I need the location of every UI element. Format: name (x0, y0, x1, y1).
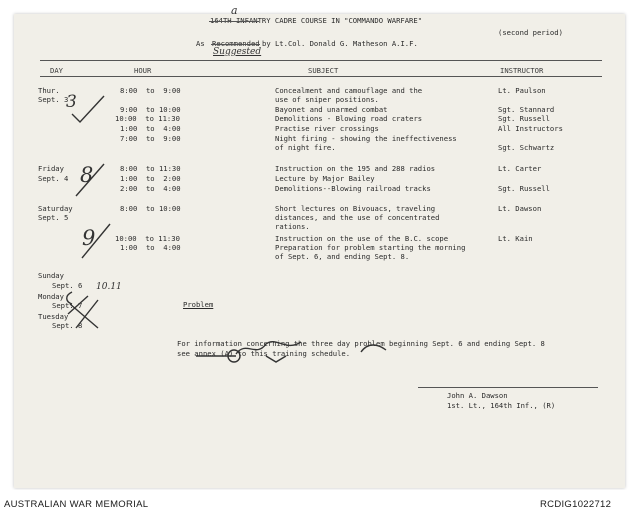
check-mark-icon (68, 92, 108, 127)
handwritten-8: 8 (80, 163, 94, 187)
row-day: Sept. 4 (38, 174, 69, 183)
document-title: 164TH INFANTRY CADRE COURSE IN "COMMANDO WARFARE" (210, 16, 423, 25)
row-instructor: All Instructors (498, 124, 563, 133)
column-hour: HOUR (134, 66, 152, 75)
handwritten-suggested: Suggested (213, 47, 262, 57)
row-subject: Night firing - showing the ineffectiveness (275, 134, 457, 143)
row-hour: 8:00 to 10:00 (120, 204, 181, 213)
row-subject: Bayonet and unarmed combat (275, 105, 388, 114)
row-instructor: Sgt. Stannard (498, 105, 555, 114)
row-instructor: Sgt. Russell (498, 114, 550, 123)
period-label: (second period) (498, 28, 563, 37)
row-day: Thur. (38, 86, 60, 95)
row-hour: 7:00 to 9:00 (120, 134, 181, 143)
handwritten-3: 3 (66, 92, 77, 112)
row-day: Sept. 3 (38, 95, 69, 104)
date-sept-7: Sept. 7 (52, 301, 83, 310)
row-hour: 10:00 to 11:30 (115, 114, 180, 123)
row-subject: Demolitions--Blowing railroad tracks (275, 184, 431, 193)
as-word: As (196, 39, 205, 48)
info-line-2: see annex (A) to this training schedule. (177, 349, 351, 358)
day-sunday: Sunday (38, 271, 64, 280)
archive-name: AUSTRALIAN WAR MEMORIAL (4, 499, 149, 510)
authorship-line: by Lt.Col. Donald G. Matheson A.I.F. (262, 39, 418, 48)
row-subject: Demolitions - Blowing road craters (275, 114, 423, 123)
row-instructor: Lt. Kain (498, 234, 533, 243)
row-instructor: Sgt. Russell (498, 184, 550, 193)
day-monday: Monday (38, 292, 64, 301)
row-hour: 8:00 to 11:30 (120, 164, 181, 173)
row-hour: 8:00 to 9:00 (120, 86, 181, 95)
row-day: Saturday (38, 204, 73, 213)
row-hour: 1:00 to 4:00 (120, 124, 181, 133)
signature-rule (418, 387, 598, 388)
annex-scribble-icon (176, 334, 396, 364)
row-hour: 1:00 to 4:00 (120, 243, 181, 252)
row-day: Sept. 5 (38, 213, 69, 222)
row-day: Friday (38, 164, 64, 173)
slash-mark-icon (70, 160, 110, 200)
day-tuesday: Tuesday (38, 312, 69, 321)
problem-label: Problem (183, 300, 214, 309)
handwritten-9: 9 (82, 226, 96, 250)
brace-mark-icon (58, 284, 108, 334)
row-subject: Instruction on the 195 and 288 radios (275, 164, 436, 173)
column-instructor: INSTRUCTOR (500, 66, 544, 75)
date-sept-8: Sept. 8 (52, 321, 83, 330)
signature-name: John A. Dawson (447, 391, 508, 400)
row-hour: 9:00 to 10:00 (120, 105, 181, 114)
row-instructor: Lt. Paulson (498, 86, 546, 95)
row-subject: Lecture by Major Bailey (275, 174, 375, 183)
title-strike (209, 21, 259, 22)
row-subject: use of sniper positions. (275, 95, 379, 104)
recommended-strike (211, 44, 260, 45)
row-subject: of Sept. 6, and ending Sept. 8. (275, 252, 410, 261)
header-rule-top (40, 60, 602, 61)
row-subject: Concealment and camouflage and the (275, 86, 423, 95)
row-subject: distances, and the use of concentrated (275, 213, 440, 222)
row-subject: of night fire. (275, 143, 336, 152)
row-hour: 10:00 to 11:30 (115, 234, 180, 243)
row-hour: 2:00 to 4:00 (120, 184, 181, 193)
archive-id: RCDIG1022712 (540, 499, 612, 510)
row-instructor: Lt. Dawson (498, 204, 542, 213)
row-subject: rations. (275, 222, 310, 231)
handwritten-10-11: 10.11 (96, 282, 122, 292)
date-sept-6: Sept. 6 (52, 281, 83, 290)
row-subject: Instruction on the use of the B.C. scope (275, 234, 449, 243)
slash-mark-icon (70, 218, 115, 263)
row-subject: Preparation for problem starting the morning (275, 243, 466, 252)
handwritten-a: a (231, 4, 238, 17)
row-hour: 1:00 to 2:00 (120, 174, 181, 183)
row-subject: Practise river crossings (275, 124, 379, 133)
row-instructor: Sgt. Schwartz (498, 143, 555, 152)
row-instructor: Lt. Carter (498, 164, 542, 173)
column-subject: SUBJECT (308, 66, 339, 75)
info-line-1: For information concerning the three day problem beginning Sept. 6 and ending Sept. 8 (177, 339, 545, 348)
row-subject: Short lectures on Bivouacs, traveling (275, 204, 436, 213)
signature-rank: 1st. Lt., 164th Inf., (R) (447, 401, 556, 410)
struck-recommended: Recommended (212, 39, 260, 48)
header-rule-bottom (40, 76, 602, 77)
column-day: DAY (50, 66, 63, 75)
